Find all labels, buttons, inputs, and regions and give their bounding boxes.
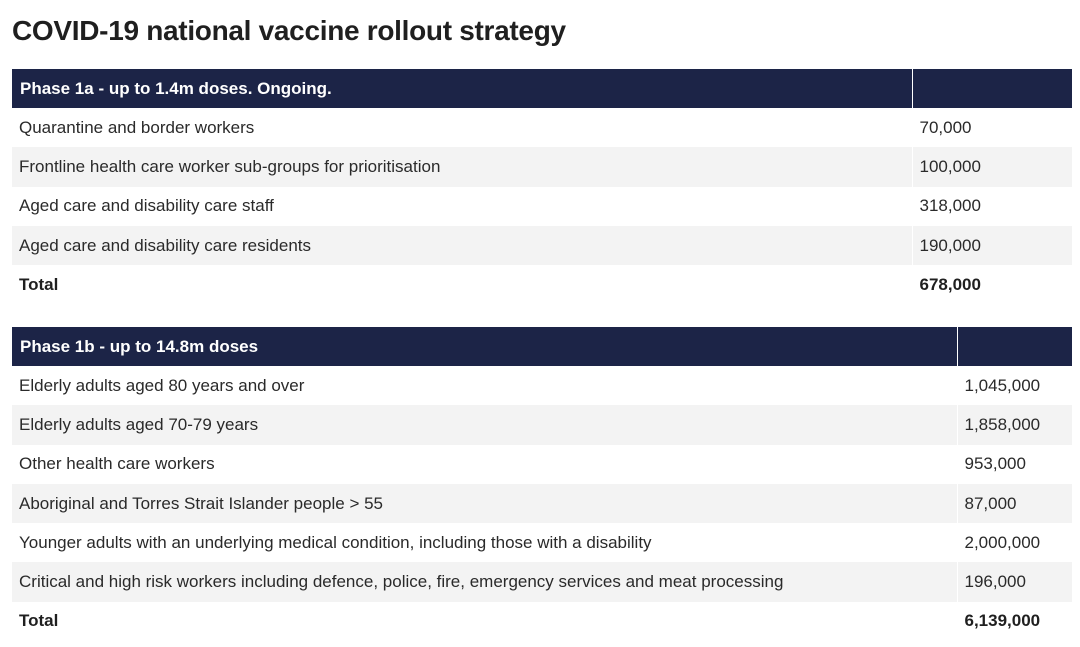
table-row — [12, 108, 1072, 147]
doses-cell: 953,000 — [957, 445, 1072, 484]
doses-cell: 100,000 — [912, 147, 1072, 186]
table-row — [12, 147, 1072, 186]
total-label: Total — [19, 274, 59, 294]
doses-cell: 1,858,000 — [957, 405, 1072, 444]
table-row — [12, 226, 1072, 265]
group-cell: Aboriginal and Torres Strait Islander people > 55 — [12, 484, 957, 523]
page-title: COVID-19 national vaccine rollout strategy — [12, 15, 566, 46]
phase-1a-table — [12, 69, 1072, 304]
doses-cell: 70,000 — [912, 108, 1072, 147]
total-label: Total — [19, 611, 59, 631]
table-row — [12, 562, 1072, 601]
total-row — [12, 602, 1072, 641]
phase-1b-table — [12, 327, 1072, 641]
group-cell: Aged care and disability care staff — [19, 196, 274, 216]
phase-1a-header: Phase 1a - up to 1.4m doses. Ongoing. — [12, 69, 912, 108]
doses-cell: 1,045,000 — [957, 366, 1072, 405]
doses-cell: 87,000 — [957, 484, 1072, 523]
doses-cell: 190,000 — [912, 226, 1072, 265]
table-header-row — [12, 69, 1072, 108]
group-cell: Other health care workers — [19, 454, 215, 474]
total-row — [12, 265, 1072, 304]
phase-1b-header: Phase 1b - up to 14.8m doses — [12, 327, 957, 366]
doses-cell: 318,000 — [912, 187, 1072, 226]
table-row — [12, 445, 1072, 484]
table-row — [12, 366, 1072, 405]
group-cell: Critical and high risk workers including defence, police, fire, emergency services and meat processing — [12, 562, 957, 601]
total-value: 678,000 — [912, 265, 1072, 304]
group-cell: Elderly adults aged 80 years and over — [19, 375, 305, 395]
group-cell: Frontline health care worker sub-groups for prioritisation — [12, 147, 912, 186]
table-row — [12, 405, 1072, 444]
phase-1a-doses-header — [912, 69, 1072, 108]
table-row — [12, 523, 1072, 562]
table-row — [12, 484, 1072, 523]
total-value: 6,139,000 — [957, 602, 1072, 641]
phase-1b-doses-header — [957, 327, 1072, 366]
table-header-row — [12, 327, 1072, 366]
group-cell: Elderly adults aged 70-79 years — [12, 405, 957, 444]
group-cell: Quarantine and border workers — [19, 117, 255, 137]
group-cell: Younger adults with an underlying medical condition, including those with a disability — [19, 532, 652, 552]
doses-cell: 2,000,000 — [957, 523, 1072, 562]
group-cell: Aged care and disability care residents — [12, 226, 912, 265]
table-row — [12, 187, 1072, 226]
doses-cell: 196,000 — [957, 562, 1072, 601]
